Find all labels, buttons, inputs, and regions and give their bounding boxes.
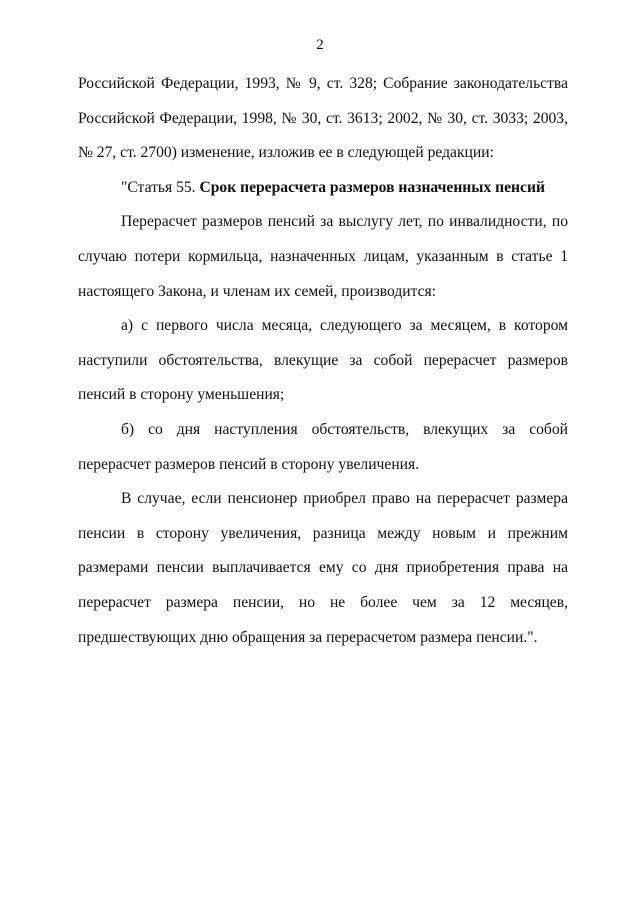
paragraph-recalculation: Перерасчет размеров пенсий за выслугу лет, по инвалидности, по случаю потери кормильца, назначенных лицам, указанным в статье 1 настоящего Закона, и членам их семей, производится: xyxy=(78,213,568,300)
paragraph-item-a: а) с первого числа месяца, следующего за месяцем, в котором наступили обстоятельства, влекущие за собой перерасчет размеров пенсий в сторону уменьшения; xyxy=(78,317,568,404)
article-title: Срок перерасчета размеров назначенных пенсий xyxy=(199,178,545,196)
article-heading xyxy=(78,171,568,206)
intro-paragraph: Российской Федерации, 1993, № 9, ст. 328; Собрание законодательства Российской Федерации, 1998, № 30, ст. 3613; 2002, № 30, ст. 3033; 2003, № 27, ст. 2700) изменение, изложив ее в следующей редакции: xyxy=(78,75,568,162)
page-number: 2 xyxy=(316,37,324,53)
article-number: "Статья 55. xyxy=(121,178,200,196)
paragraph-item-b: б) со дня наступления обстоятельств, влекущих за собой перерасчет размеров пенсий в сторону увеличения. xyxy=(78,420,568,473)
paragraph-difference-payment: В случае, если пенсионер приобрел право на перерасчет размера пенсии в сторону увеличения, разница между новым и прежним размерами пенсии выплачивается ему со дня приобретения права на перерасчет размера пенсии, но не более чем за 12 месяцев, предшествующих дню обращения за перерасчетом размера пенсии.". xyxy=(78,490,568,646)
document-body xyxy=(78,67,568,655)
